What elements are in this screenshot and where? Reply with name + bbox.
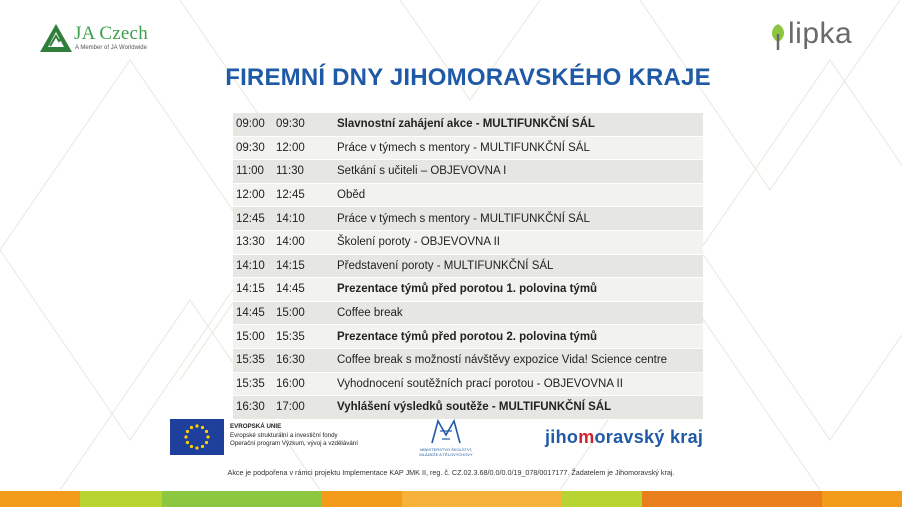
schedule-start-time: 15:00 [236,330,265,343]
schedule-row [233,160,703,184]
schedule-end-time: 15:35 [276,330,305,343]
eu-star-icon [184,435,187,438]
schedule-start-time: 15:35 [236,377,265,390]
schedule-row [233,113,703,137]
bottom-bar-segment [402,491,562,507]
eu-star-icon [186,441,189,444]
schedule-row [233,373,703,397]
schedule-start-time: 12:45 [236,212,265,225]
bottom-bar-segment [822,491,902,507]
msmt-caption [418,447,474,457]
eu-text-block [230,423,358,449]
jmk-part-2: m [578,427,595,447]
schedule-end-time: 14:10 [276,212,305,225]
bottom-bar-segment [322,491,402,507]
eu-star-icon [205,441,208,444]
bottom-bar-segment [562,491,642,507]
schedule-row [233,231,703,255]
schedule-row [233,255,703,279]
eu-flag-icon [170,419,224,455]
schedule-start-time: 09:30 [236,141,265,154]
schedule-row [233,278,703,302]
schedule-start-time: 16:30 [236,401,265,414]
schedule-table [233,113,703,420]
footer-logos [170,415,730,461]
bottom-color-bar [0,491,902,507]
bottom-bar-segment [642,491,822,507]
schedule-row [233,302,703,326]
schedule-activity: Coffee break [337,307,403,320]
ja-triangle-icon [40,24,72,52]
eu-star-icon [205,430,208,433]
schedule-end-time: 14:45 [276,283,305,296]
eu-star-icon [190,426,193,429]
schedule-activity: Práce v týmech s mentory - MULTIFUNKČNÍ SÁL [337,212,590,225]
msmt-caption-line-1: MINISTERSTVO ŠKOLSTVÍ, [420,447,472,452]
lipka-logo-name: lipka [788,17,853,50]
schedule-end-time: 09:30 [276,118,305,131]
schedule-row [233,137,703,161]
eu-star-icon [201,445,204,448]
schedule-row [233,207,703,231]
ja-czech-logo [40,22,160,56]
schedule-end-time: 16:30 [276,354,305,367]
schedule-start-time: 09:00 [236,118,265,131]
eu-star-icon [206,435,209,438]
schedule-start-time: 11:00 [236,165,264,178]
schedule-row [233,349,703,373]
schedule-row [233,325,703,349]
ja-logo-name: JA Czech [74,23,148,44]
schedule-activity: Představení poroty - MULTIFUNKČNÍ SÁL [337,259,554,272]
schedule-start-time: 13:30 [236,236,265,249]
schedule-start-time: 14:15 [236,283,265,296]
lipka-leaf-icon [768,22,788,52]
eu-star-icon [190,445,193,448]
eu-star-icon [195,424,198,427]
schedule-end-time: 16:00 [276,377,305,390]
schedule-start-time: 15:35 [236,354,265,367]
msmt-caption-line-2: MLÁDEŽE A TĚLOVÝCHOVY [419,452,473,457]
schedule-activity: Slavnostní zahájení akce - MULTIFUNKČNÍ SÁL [337,118,595,131]
schedule-start-time: 12:00 [236,189,265,202]
bottom-bar-segment [162,491,322,507]
funding-note: Akce je podpořena v rámci projektu Implementace KAP JMK II, reg. č. CZ.02.3.68/0.0/0.0/19_078/0017177. Žadatelem je Jihomoravský kraj. [227,468,675,477]
schedule-activity: Vyhodnocení soutěžních prací porotou - OBJEVOVNA II [337,377,623,390]
schedule-end-time: 17:00 [276,401,305,414]
schedule-end-time: 11:30 [276,165,304,178]
schedule-activity: Školení poroty - OBJEVOVNA II [337,236,500,249]
msmt-emblem-icon [418,417,474,447]
eu-line-2: Evropské strukturální a investiční fondy [230,431,338,439]
lipka-logo [768,17,868,56]
schedule-row [233,184,703,208]
schedule-end-time: 12:00 [276,141,305,154]
schedule-activity: Prezentace týmů před porotou 2. polovina týmů [337,330,598,343]
ja-logo-tagline: A Member of JA Worldwide [75,45,147,51]
schedule-start-time: 14:45 [236,307,265,320]
eu-star-icon [201,426,204,429]
eu-star-icon [186,430,189,433]
schedule-start-time: 14:10 [236,259,265,272]
schedule-activity: Prezentace týmů před porotou 1. polovina týmů [337,283,598,296]
schedule-activity: Vyhlášení výsledků soutěže - MULTIFUNKČNÍ SÁL [337,401,612,414]
msmt-logo [418,417,474,459]
eu-line-3: Operační program Výzkum, vývoj a vzdělávání [230,440,358,448]
eu-star-icon [195,446,198,449]
schedule-end-time: 14:15 [276,259,305,272]
bottom-bar-segment [0,491,80,507]
schedule-end-time: 14:00 [276,236,305,249]
schedule-activity: Setkání s učiteli – OBJEVOVNA I [337,165,507,178]
schedule-activity: Coffee break s možností návštěvy expozice Vida! Science centre [337,354,668,367]
bottom-bar-segment [80,491,162,507]
jmk-part-1: jiho [545,427,579,447]
schedule-activity: Práce v týmech s mentory - MULTIFUNKČNÍ SÁL [337,141,590,154]
jihomoravsky-kraj-logo [545,427,703,448]
schedule-activity: Oběd [337,189,366,202]
page-title: FIREMNÍ DNY JIHOMORAVSKÉHO KRAJE [225,64,711,91]
schedule-end-time: 15:00 [276,307,305,320]
schedule-end-time: 12:45 [276,189,305,202]
eu-line-1: EVROPSKÁ UNIE [230,423,282,430]
jmk-part-3: oravský kraj [594,427,704,447]
